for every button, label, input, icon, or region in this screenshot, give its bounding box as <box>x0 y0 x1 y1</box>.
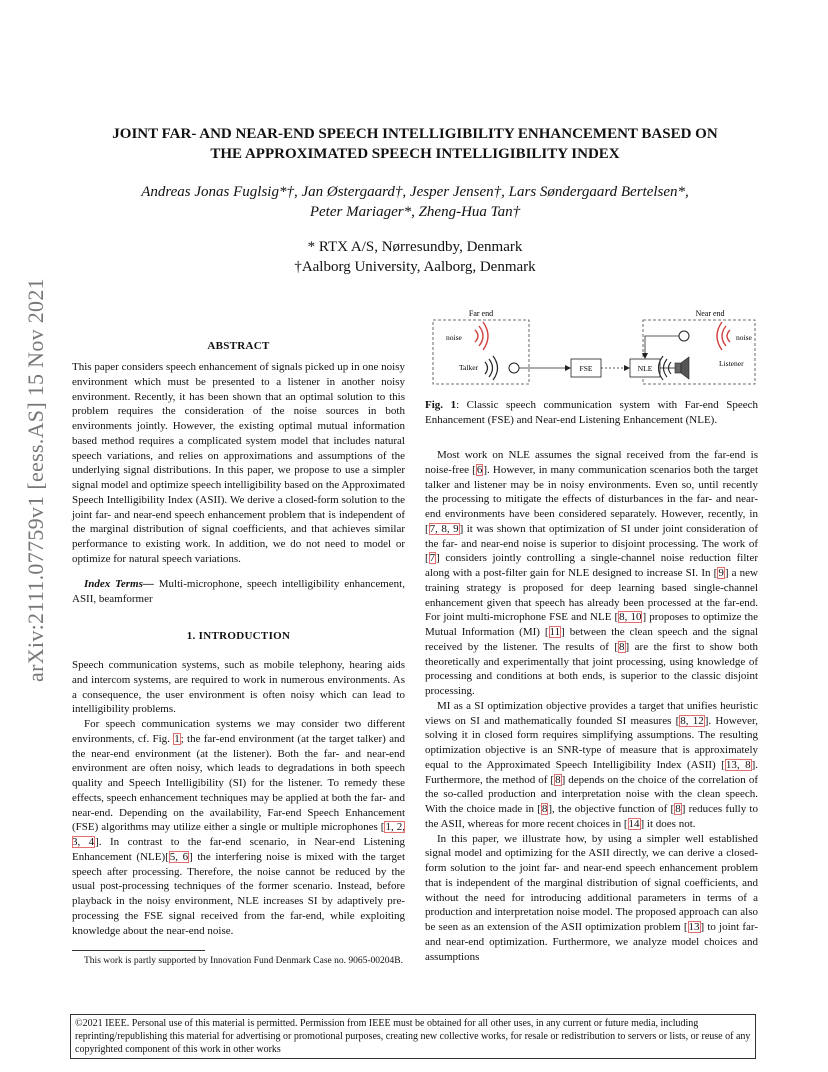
citation-link[interactable]: 8, 12 <box>680 714 704 727</box>
fse-label: FSE <box>579 364 593 373</box>
index-terms-label: Index Terms— <box>84 578 154 590</box>
abstract-text: This paper considers speech enhancement of signals picked up in one noisy environment which must be presented to a listener in another noisy environment. Recently, it has been shown that an optimal solution to this problem requires the consideration of the noise sources in both environments jointly. However, the existing optimal mutual information based method requires a complicated system model that includes natural speech variations, and relies on approximations and assumptions of the underlying signal distributions. In this paper, we propose to use a simpler signal model and optimize speech intelligibility based on the Approximated Speech Intelligibility Index (ASII). We derive a closed-form solution to the joint far- and near-end speech enhancement problem that is independent of the marginal distribution of signal coefficients, and that achieves similar performance to existing work. In addition, we do not need to model or optimize for natural speech variations. <box>72 361 405 565</box>
footnote <box>72 955 405 968</box>
caption-label: Fig. 1 <box>425 399 457 411</box>
citation-link[interactable]: 7, 8, 9 <box>429 522 459 535</box>
citation-link[interactable]: 8 <box>541 803 548 815</box>
intro-paragraph-2: For speech communication systems we may consider two different environments, cf. Fig. 1; the far-end environment (at the target talker) and the near-end environment (at the listener). Both the far- and near-end environment are often noisy, which leads to degradations in both speech quality and Speech Intelligibility (SI) for the listener. To remedy these effects, speech enhancement techniques may be applied at both the far- and near-end. Depending on the availability, Far-end Speech Enhancement (FSE) algorithms may utilize either a single or multiple microphones [1, 2, 3, 4]. In contrast to the far-end scenario, in Near-end Listening Enhancement (NLE)[5, 6] the interfering noise is mixed with the target speech after processing. Therefore, the noise cannot be reduced by the usual post-processing techniques of the former scenario. Instead, before playback in the noisy environment, NLE increases SI by adaptively pre-processing the FSE signal received from the far-end, while exploiting knowledge about the near-end noise. <box>72 718 405 937</box>
affiliation-2: †Aalborg University, Aalborg, Denmark <box>294 259 536 275</box>
figure-1 <box>425 308 758 398</box>
copyright-notice: ©2021 IEEE. Personal use of this material is permitted. Permission from IEEE must be obtained for all other uses, in any current or future media, including reprinting/republishing this material for advertising or promotional purposes, creating new collective works, for resale or redistribution to servers or lists, or reuse of any copyrighted component of this work in other works <box>70 1014 756 1059</box>
noise-wave-icon-right <box>717 322 730 350</box>
affiliation-1: * RTX A/S, Nørresundby, Denmark <box>307 239 523 255</box>
footnote-rule <box>72 950 205 951</box>
authors-line-2: Peter Mariager*, Zheng-Hua Tan† <box>309 204 521 220</box>
far-end-label: Far end <box>468 309 494 318</box>
far-end-mic-icon <box>509 363 519 373</box>
caption-text: : Classic speech communication system with Far-end Speech Enhancement (FSE) and Near-end Listening Enhancement (NLE). <box>425 399 758 426</box>
title-line-2: THE APPROXIMATED SPEECH INTELLIGIBILITY INDEX <box>210 146 620 162</box>
abstract-heading: ABSTRACT <box>207 340 270 352</box>
citation-link[interactable]: 5, 6 <box>169 850 189 863</box>
abstract-body <box>72 360 405 567</box>
intro-body <box>72 658 405 938</box>
citation-link[interactable]: 14 <box>628 817 640 830</box>
index-terms <box>72 577 405 607</box>
right-paragraph-1: Most work on NLE assumes the signal received from the far-end is noise-free [6]. However, in many communication scenarios both the target talker and listener may be in noisy environments. Even so, until recently the processing to mitigate the effects of disturbances in the far- and near-end environments have been considered separately. However, recently, in [7, 8, 9] it was shown that optimization of SI under joint consideration of the far- and near-end noise is superior to disjoint processing. The work of [7] considers jointly controlling a single-channel noise reduction filter along with a post-filter gain for NLE designed to increase SI. In [9] a new training strategy is proposed for deep learning based single-channel enhancement given that speech has already been processed at the far-end. For joint multi-microphone FSE and NLE [8, 10] proposes to optimize the Mutual Information (MI) [11] between the clean speech and the signal received by the listener. The results of [8] are the first to show both theoretically and experimentally that joint processing, using knowledge of processing and conditions at both ends, is superior to the classic disjoint processing. <box>425 449 759 697</box>
title-line-1: JOINT FAR- AND NEAR-END SPEECH INTELLIGIBILITY ENHANCEMENT BASED ON <box>112 126 718 142</box>
citation-link[interactable]: 8 <box>619 640 625 653</box>
near-end-label: Near end <box>695 309 725 318</box>
speaker-icon <box>675 357 689 379</box>
right-paragraph-2: MI as a SI optimization objective provides a target that unifies heuristic views on SI and mathematically founded SI measures [8, 12]. However, solving it in closed form requires simplifying assumptions. The resulting optimization objective is an SNR-type of measure that is approximately equal to the Approximated Speech Intelligibility Index (ASII) [13, 8]. Furthermore, the method of [8] depends on the choice of the correlation of the so-called production and interpretation noise with the clean speech. With the choice made in [8], the objective function of [8] reduces fully to the ASII, whereas for more recent choices in [14] it does not. <box>425 699 758 830</box>
citation-link[interactable]: 9 <box>718 567 724 579</box>
noise-right-label: noise <box>736 333 752 342</box>
citation-link[interactable]: 7 <box>429 552 436 565</box>
citation-link[interactable]: 11 <box>549 626 561 638</box>
citation-link[interactable]: 13, 8 <box>725 758 751 771</box>
listener-label: Listener <box>719 359 744 368</box>
talker-wave-icon <box>485 356 498 380</box>
citation-link[interactable]: 8 <box>675 803 681 815</box>
citation-link[interactable]: 8 <box>555 773 561 786</box>
paper-title <box>80 124 750 164</box>
affiliations <box>90 237 740 277</box>
noise-wave-icon-left <box>475 322 488 350</box>
citation-link[interactable]: 1, 2, 3, 4 <box>72 821 405 848</box>
talker-label: Talker <box>459 363 479 372</box>
citation-link[interactable]: 8, 10 <box>619 611 642 624</box>
arxiv-id: arXiv:2111.07759v1 [eess.AS] 15 Nov 2021 <box>23 278 48 682</box>
author-list <box>90 182 740 222</box>
figure-caption <box>425 398 758 427</box>
index-terms-text: Multi-microphone, speech intelligibility enhancement, ASII, beamformer <box>72 578 405 605</box>
noise-left-label: noise <box>446 333 462 342</box>
arxiv-sidebar <box>12 270 60 690</box>
footnote-text: This work is partly supported by Innovation Fund Denmark Case no. 9065-00204B. <box>84 956 404 966</box>
citation-link[interactable]: 13 <box>688 921 700 933</box>
nle-label: NLE <box>637 364 653 373</box>
intro-paragraph-1: Speech communication systems, such as mobile telephony, hearing aids and intercom systems, are required to work in numerous environments. As a consequence, the user environment is often noisy which can lead to intelligibility problems. <box>72 659 405 716</box>
right-paragraph-3: In this paper, we illustrate how, by using a simpler well established signal model and optimizing for the ASII directly, we can derive a closed-form solution to the joint far- and near-end speech enhancement problem that is independent of the marginal distribution of signal coefficients, and without the need for introducing additional parameters in terms of a production and interpretation noise model. The proposed approach can also be seen as an extension of the ASII optimization problem [13] to joint far- and near-end optimization. Furthermore, we analyze model choices and assumptions <box>425 832 759 963</box>
near-end-mic-icon <box>679 331 689 341</box>
citation-link[interactable]: 6 <box>476 463 483 476</box>
figure-ref-link[interactable]: 1 <box>174 732 180 745</box>
right-column-body <box>425 448 758 964</box>
system-diagram <box>425 308 758 398</box>
intro-heading: 1. INTRODUCTION <box>186 630 291 642</box>
authors-line-1: Andreas Jonas Fuglsig*†, Jan Østergaard†, Jesper Jensen†, Lars Søndergaard Bertelsen*, <box>141 184 689 200</box>
